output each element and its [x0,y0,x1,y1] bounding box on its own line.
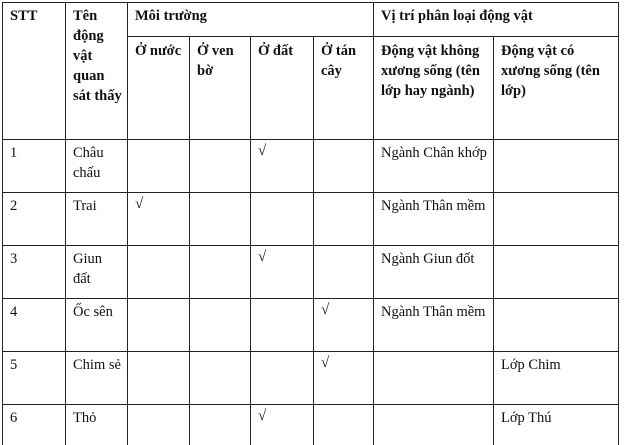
row-stt: 6 [3,405,66,445]
env-water-cell [128,352,190,405]
check-mark-env-water-cell: √ [128,193,190,246]
env-canopy-cell [314,193,374,246]
check-mark-env-canopy-cell: √ [314,352,374,405]
header-vertebrate: Động vật có xương sống (tên lớp) [494,37,619,140]
check-mark-env-soil-cell: √ [251,140,314,193]
animal-classification-table [2,2,619,445]
env-water-cell [128,140,190,193]
row-stt: 5 [3,352,66,405]
env-soil-cell [251,352,314,405]
row-invertebrate: Ngành Giun đốt [374,246,494,299]
header-row-top [3,3,619,37]
header-classification: Vị trí phân loại động vật [374,3,619,37]
header-env-canopy: Ở tán cây [314,37,374,140]
check-mark-env-soil-cell: √ [251,405,314,445]
row-invertebrate: Ngành Thân mềm [374,299,494,352]
row-animal-name: Thỏ [66,405,128,445]
table-row [3,405,619,445]
row-vertebrate [494,140,619,193]
header-animal-name: Tên động vật quan sát thấy [66,3,128,140]
row-stt: 3 [3,246,66,299]
env-soil-cell [251,193,314,246]
table-row [3,246,619,299]
env-soil-cell [251,299,314,352]
row-animal-name: Chim sẻ [66,352,128,405]
row-animal-name: Châu chấu [66,140,128,193]
table-row [3,140,619,193]
row-stt: 1 [3,140,66,193]
table-row [3,193,619,246]
row-animal-name: Ốc sên [66,299,128,352]
header-invertebrate: Động vật không xương sống (tên lớp hay ngành) [374,37,494,140]
row-invertebrate: Ngành Thân mềm [374,193,494,246]
env-shore-cell [190,246,251,299]
row-animal-name: Giun đất [66,246,128,299]
row-vertebrate [494,246,619,299]
env-water-cell [128,405,190,445]
table-row [3,352,619,405]
row-stt: 2 [3,193,66,246]
row-invertebrate: Ngành Chân khớp [374,140,494,193]
env-shore-cell [190,352,251,405]
row-vertebrate: Lớp Chim [494,352,619,405]
env-canopy-cell [314,405,374,445]
row-stt: 4 [3,299,66,352]
row-vertebrate [494,299,619,352]
table-row [3,299,619,352]
env-shore-cell [190,405,251,445]
env-canopy-cell [314,140,374,193]
row-invertebrate [374,352,494,405]
env-canopy-cell [314,246,374,299]
header-env-soil: Ở đất [251,37,314,140]
header-stt: STT [3,3,66,140]
row-invertebrate [374,405,494,445]
env-shore-cell [190,299,251,352]
env-water-cell [128,246,190,299]
row-vertebrate: Lớp Thú [494,405,619,445]
header-env-shore: Ở ven bờ [190,37,251,140]
check-mark-env-canopy-cell: √ [314,299,374,352]
check-mark-env-soil-cell: √ [251,246,314,299]
env-water-cell [128,299,190,352]
row-animal-name: Trai [66,193,128,246]
header-environment: Môi trường [128,3,374,37]
env-shore-cell [190,140,251,193]
row-vertebrate [494,193,619,246]
header-env-water: Ở nước [128,37,190,140]
env-shore-cell [190,193,251,246]
